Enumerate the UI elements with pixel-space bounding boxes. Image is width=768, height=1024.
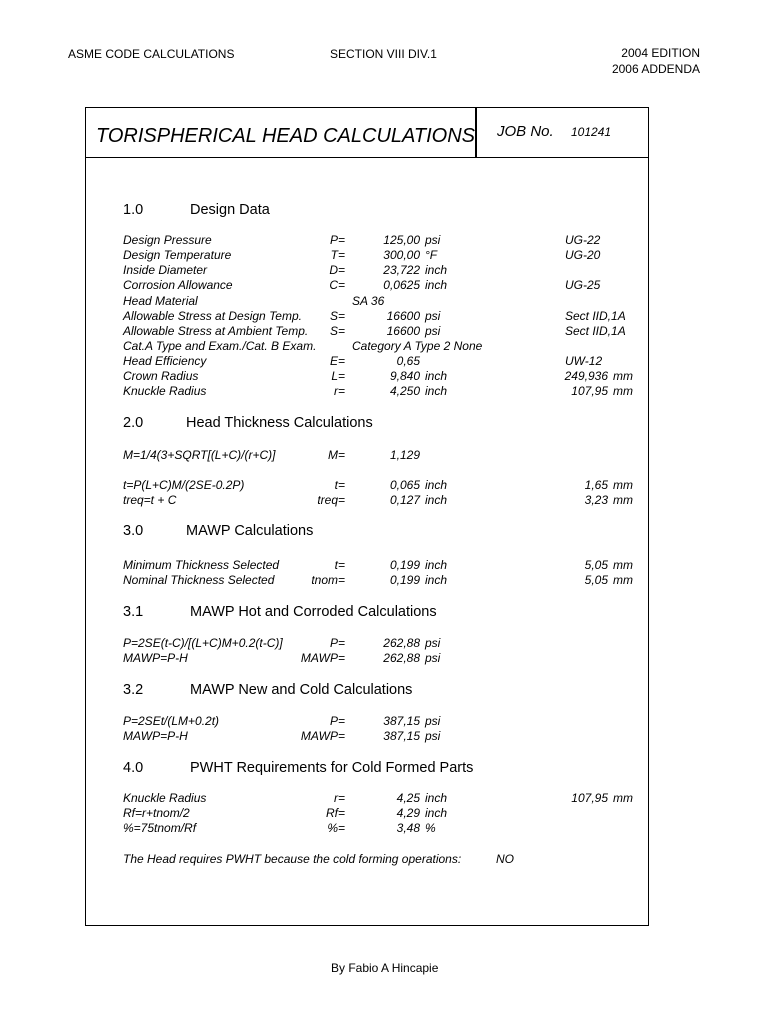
section-number: 4.0 (123, 760, 144, 776)
row-symbol: r= (333, 791, 345, 805)
row-label: Head Efficiency (123, 354, 207, 368)
conclusion-value: NO (496, 852, 514, 866)
row-reference: UG-25 (565, 278, 601, 292)
row-symbol: T= (330, 248, 345, 262)
row-unit: inch (425, 806, 448, 820)
footer-author: By Fabio A Hincapie (331, 961, 439, 975)
row-unit: inch (425, 791, 448, 805)
row-value: 262,88 (383, 651, 420, 665)
row-unit: % (425, 821, 436, 835)
row-unit: inch (425, 558, 448, 572)
section-number: 3.1 (123, 604, 144, 620)
row-unit: inch (425, 384, 448, 398)
conclusion-text: The Head requires PWHT because the cold forming operations: (123, 852, 462, 866)
row-symbol: Rf= (325, 806, 345, 820)
section-title: MAWP Calculations (186, 523, 314, 539)
section-title: MAWP Hot and Corroded Calculations (190, 604, 437, 620)
row-mm-value: 3,23 (584, 493, 608, 507)
row-label: Crown Radius (123, 369, 199, 383)
row-reference: UG-20 (565, 248, 601, 262)
row-label: Corrosion Allowance (123, 278, 233, 292)
job-label: JOB No. (497, 123, 554, 140)
row-mm-unit: mm (613, 493, 633, 507)
row-label: Allowable Stress at Design Temp. (123, 309, 302, 323)
section-number: 3.0 (123, 523, 144, 539)
row-mm-unit: mm (613, 558, 633, 572)
row-unit: °F (425, 248, 438, 262)
row-symbol: t= (334, 558, 345, 572)
header-addenda: 2006 ADDENDA (611, 62, 700, 76)
row-value: 300,00 (383, 248, 420, 262)
row-value: 0,065 (389, 478, 420, 492)
row-unit: inch (425, 493, 448, 507)
row-reference: UW-12 (565, 354, 603, 368)
row-label: P=2SEt/(LM+0.2t) (123, 714, 220, 728)
row-symbol: P= (329, 714, 345, 728)
row-symbol: M= (327, 448, 345, 462)
row-mm-unit: mm (613, 478, 633, 492)
row-symbol: E= (329, 354, 345, 368)
row-mm-value: 107,95 (571, 791, 608, 805)
row-text: Category A Type 2 None (352, 339, 483, 353)
row-unit: psi (425, 729, 441, 743)
row-value: 0,199 (389, 573, 420, 587)
row-value: 0,65 (396, 354, 420, 368)
title-row (86, 108, 648, 158)
row-value: 16600 (386, 324, 420, 338)
row-symbol: S= (329, 324, 345, 338)
row-mm-unit: mm (613, 791, 633, 805)
row-value: 0,127 (389, 493, 420, 507)
row-unit: inch (425, 263, 448, 277)
row-symbol: D= (329, 263, 345, 277)
row-label: Design Pressure (123, 233, 212, 247)
title-divider (475, 108, 477, 157)
section-number: 3.2 (123, 682, 144, 698)
row-symbol: MAWP= (300, 729, 345, 743)
row-value: 4,250 (389, 384, 420, 398)
row-value: 0,0625 (383, 278, 420, 292)
row-label: %=75tnom/Rf (123, 821, 197, 835)
row-unit: psi (425, 324, 441, 338)
row-label: Nominal Thickness Selected (123, 573, 275, 587)
row-value: 387,15 (383, 714, 420, 728)
row-unit: psi (425, 714, 441, 728)
page-title: TORISPHERICAL HEAD CALCULATIONS (96, 125, 475, 147)
row-symbol: MAWP= (300, 651, 345, 665)
row-value: 262,88 (383, 636, 420, 650)
row-unit: psi (425, 233, 441, 247)
row-text: SA 36 (352, 294, 385, 308)
row-symbol: treq= (317, 493, 345, 507)
row-symbol: %= (327, 821, 345, 835)
job-number: 101241 (571, 125, 612, 139)
row-value: 4,25 (396, 791, 420, 805)
row-reference: Sect IID,1A (565, 324, 626, 338)
row-unit: psi (425, 636, 441, 650)
row-label: Minimum Thickness Selected (123, 558, 280, 572)
header-center: SECTION VIII DIV.1 (330, 47, 437, 61)
row-unit: inch (425, 278, 448, 292)
row-reference: UG-22 (565, 233, 601, 247)
row-unit: inch (425, 573, 448, 587)
row-symbol: P= (329, 233, 345, 247)
row-label: treq=t + C (123, 493, 177, 507)
row-symbol: C= (329, 278, 345, 292)
section-title: PWHT Requirements for Cold Formed Parts (190, 760, 474, 776)
row-label: Rf=r+tnom/2 (123, 806, 190, 820)
row-label: Design Temperature (123, 248, 232, 262)
row-value: 9,840 (389, 369, 420, 383)
row-mm-unit: mm (613, 573, 633, 587)
row-mm-value: 5,05 (584, 558, 608, 572)
row-label: Knuckle Radius (123, 384, 207, 398)
row-label: t=P(L+C)M/(2SE-0.2P) (123, 478, 245, 492)
row-value: 4,29 (396, 806, 420, 820)
row-label: P=2SE(t-C)/[(L+C)M+0.2(t-C)] (123, 636, 283, 650)
row-label: Cat.A Type and Exam./Cat. B Exam. (123, 339, 317, 353)
row-label: MAWP=P-H (123, 651, 188, 665)
row-label: Allowable Stress at Ambient Temp. (123, 324, 309, 338)
row-value: 23,722 (383, 263, 420, 277)
row-symbol: L= (331, 369, 345, 383)
row-mm-value: 249,936 (564, 369, 608, 383)
section-number: 2.0 (123, 415, 144, 431)
header-edition: 2004 EDITION (621, 46, 700, 60)
row-value: 0,199 (389, 558, 420, 572)
row-value: 16600 (386, 309, 420, 323)
row-mm-value: 107,95 (571, 384, 608, 398)
section-number: 1.0 (123, 202, 144, 218)
row-symbol: t= (334, 478, 345, 492)
row-symbol: S= (329, 309, 345, 323)
row-reference: Sect IID,1A (565, 309, 626, 323)
row-label: M=1/4(3+SQRT[(L+C)/(r+C)] (123, 448, 276, 462)
section-title: MAWP New and Cold Calculations (190, 682, 413, 698)
row-mm-value: 1,65 (584, 478, 608, 492)
header-left: ASME CODE CALCULATIONS (68, 47, 235, 61)
row-mm-unit: mm (613, 384, 633, 398)
row-value: 125,00 (383, 233, 420, 247)
row-mm-unit: mm (613, 369, 633, 383)
row-unit: inch (425, 369, 448, 383)
row-label: Knuckle Radius (123, 791, 207, 805)
row-unit: psi (425, 309, 441, 323)
row-symbol: P= (329, 636, 345, 650)
row-value: 1,129 (389, 448, 420, 462)
row-unit: psi (425, 651, 441, 665)
row-label: MAWP=P-H (123, 729, 188, 743)
section-title: Head Thickness Calculations (186, 415, 373, 431)
row-value: 387,15 (383, 729, 420, 743)
row-unit: inch (425, 478, 448, 492)
row-mm-value: 5,05 (584, 573, 608, 587)
row-value: 3,48 (396, 821, 420, 835)
row-label: Head Material (123, 294, 198, 308)
row-symbol: tnom= (311, 573, 345, 587)
row-label: Inside Diameter (123, 263, 208, 277)
row-symbol: r= (333, 384, 345, 398)
section-title: Design Data (190, 202, 270, 218)
